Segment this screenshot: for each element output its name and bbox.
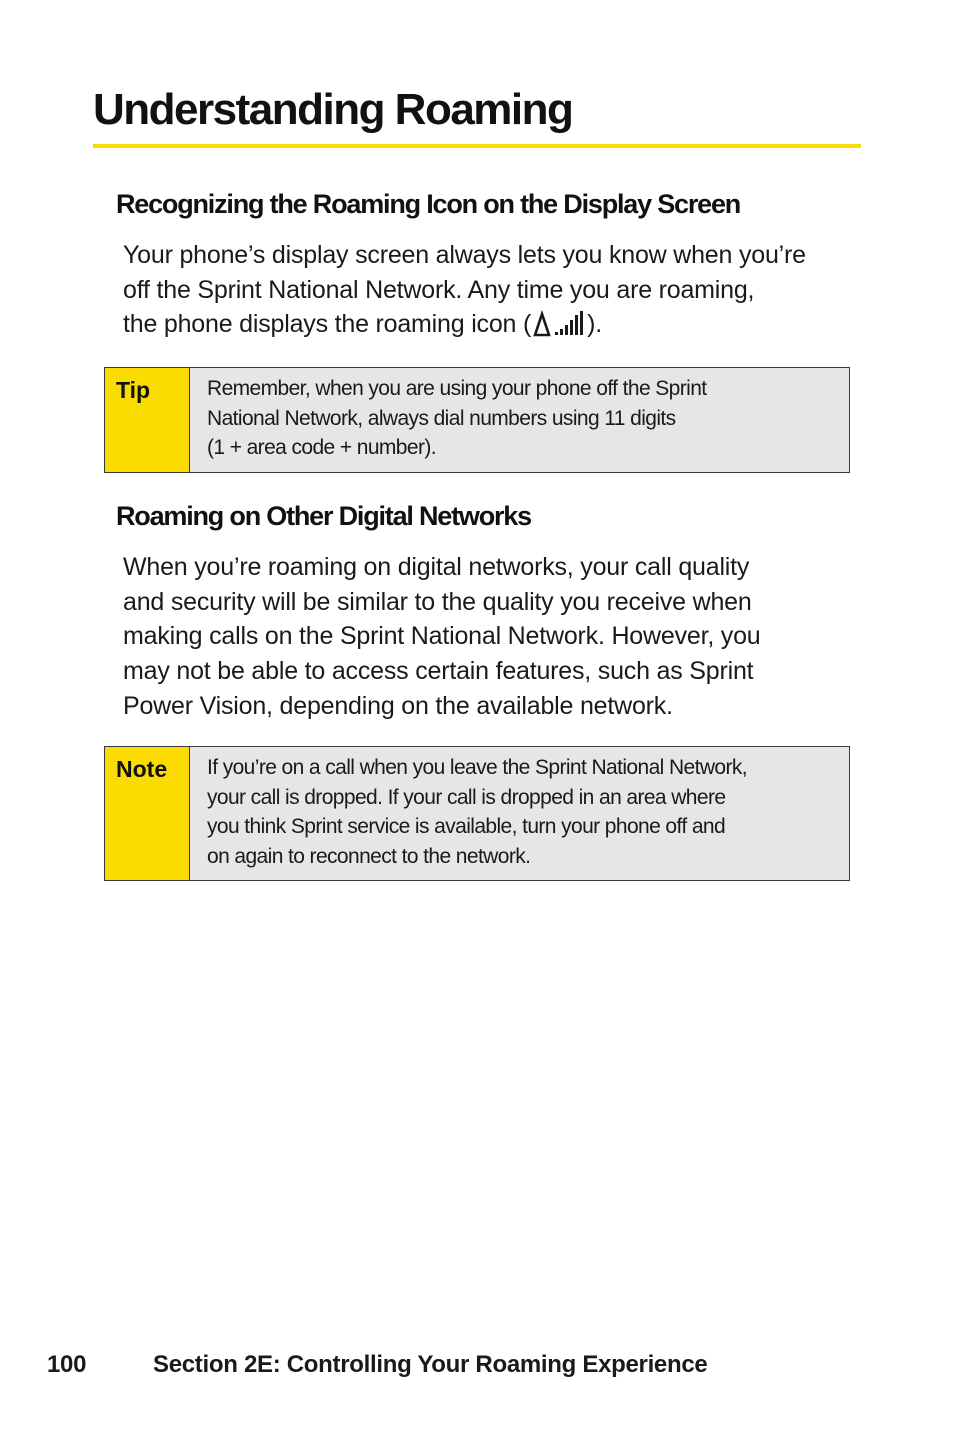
- note-line: you think Sprint service is available, turn your phone off and: [207, 815, 726, 838]
- paragraph-line-text: the phone displays the roaming icon (: [123, 310, 532, 339]
- paragraph-line: and security will be similar to the quality you receive when: [123, 587, 752, 616]
- footer-section-title: Section 2E: Controlling Your Roaming Experience: [153, 1351, 708, 1378]
- tip-label: Tip: [105, 368, 190, 472]
- paragraph-line: Your phone’s display screen always lets you know when you’re: [123, 241, 806, 269]
- tip-callout: [104, 367, 850, 473]
- page-number: 100: [47, 1351, 87, 1378]
- section-heading-other-networks: Roaming on Other Digital Networks: [116, 501, 531, 531]
- tip-line: Remember, when you are using your phone off the Sprint: [207, 377, 707, 400]
- page-footer: [47, 1349, 707, 1381]
- note-callout: [104, 746, 850, 881]
- tip-line: National Network, always dial numbers using 11 digits: [207, 406, 676, 430]
- note-label: Note: [105, 747, 190, 880]
- note-line: your call is dropped. If your call is dropped in an area where: [207, 785, 726, 809]
- paragraph-line: off the Sprint National Network. Any time you are roaming,: [123, 275, 755, 304]
- roaming-icon-paragraph: [123, 238, 806, 342]
- tip-text: [190, 368, 717, 472]
- title-underline: [93, 144, 861, 148]
- paragraph-line: [123, 307, 806, 342]
- note-line: If you’re on a call when you leave the Sprint National Network,: [207, 756, 748, 779]
- roaming-signal-icon: [531, 309, 587, 337]
- page-title: Understanding Roaming: [93, 85, 573, 134]
- tip-line: (1 + area code + number).: [207, 436, 436, 459]
- note-text: [190, 747, 757, 880]
- paragraph-line: Power Vision, depending on the available network.: [123, 691, 673, 720]
- paragraph-line: When you’re roaming on digital networks, your call quality: [123, 553, 750, 581]
- paragraph-line: may not be able to access certain features, such as Sprint: [123, 657, 754, 686]
- other-networks-paragraph: [123, 550, 761, 724]
- section-heading-roaming-icon: Recognizing the Roaming Icon on the Display Screen: [116, 189, 741, 219]
- paragraph-line-text: ).: [587, 310, 603, 339]
- note-line: on again to reconnect to the network.: [207, 844, 531, 868]
- paragraph-line: making calls on the Sprint National Network. However, you: [123, 622, 761, 651]
